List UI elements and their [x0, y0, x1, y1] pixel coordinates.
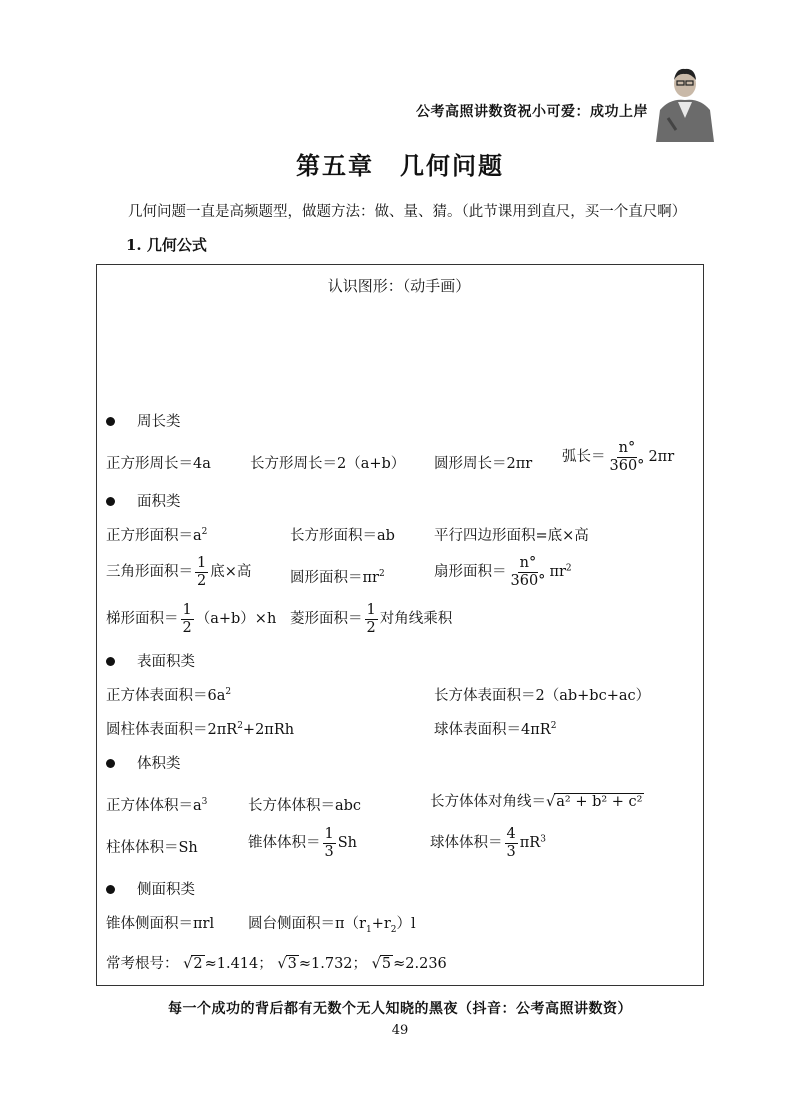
formula-cuboid-surface: 长方体表面积＝2（ab+bc+ac） — [434, 688, 651, 704]
formula-square-perimeter: 正方形周长＝4a — [106, 456, 211, 472]
formula-circle-area: 圆形面积$=\pi r^2$ — [290, 569, 385, 586]
page-number: 49 — [391, 1023, 409, 1038]
formula-sector-area: 扇形面积＝ $\frac{n^\circ}{360^\circ}$ $\pi r^2$ — [434, 555, 572, 589]
category-volume: 体积类 — [106, 752, 181, 773]
section-title: 1. 几何公式 — [126, 236, 207, 254]
bullet-icon — [106, 497, 115, 506]
formula-square-area: 正方形面积$=a^2$ — [106, 527, 208, 544]
formula-rect-perimeter: 长方形周长＝2（a+b） — [250, 456, 406, 472]
sqrt-icon: √ — [183, 956, 193, 972]
intro-paragraph: 几何问题一直是高频题型，做题方法：做、量、猜。（此节课用到直尺，买一个直尺啊） — [128, 204, 687, 220]
header-slogan: 公考高照讲数资祝小可爱：成功上岸 — [416, 104, 648, 120]
formula-circle-perimeter: 圆形周长＝2πr — [434, 456, 533, 472]
formula-sphere-volume: 球体体积＝ $\frac{4}{3}$ $\pi R^3$ — [430, 826, 546, 860]
category-area: 面积类 — [106, 490, 181, 511]
category-perimeter: 周长类 — [106, 410, 181, 431]
formula-triangle-area: 三角形面积＝ $\frac{1}{2}$ 底×高 — [106, 555, 252, 589]
formula-sphere-surface: 球体表面积$=4\pi R^2$ — [434, 721, 557, 738]
footer-slogan: 每一个成功的背后都有无数个无人知晓的黑夜（抖音：公考高照讲数资） — [168, 1001, 632, 1017]
bullet-icon — [106, 759, 115, 768]
bullet-icon — [106, 885, 115, 894]
formula-rhombus-area: 菱形面积＝ $\frac{1}{2}$ 对角线乘积 — [290, 602, 453, 636]
formula-cuboid-volume: 长方体体积＝abc — [248, 798, 362, 814]
formula-prism-volume: 柱体体积＝Sh — [106, 840, 198, 856]
sqrt-icon: √ — [277, 956, 287, 972]
formula-trapezoid-area: 梯形面积＝ $\frac{1}{2}$ （a+b）×h — [106, 602, 277, 636]
author-portrait — [650, 58, 720, 142]
common-roots: 常考根号： √2 ≈1.414； √3 ≈1.732； √5 ≈2.236 — [106, 956, 447, 972]
formula-cone-volume: 锥体体积＝ $\frac{1}{3}$ Sh — [248, 826, 358, 860]
bullet-icon — [106, 417, 115, 426]
sqrt-icon: √ — [371, 956, 381, 972]
box-title: 认识图形：（动手画） — [327, 277, 471, 295]
chapter-title: 第五章 几何问题 — [296, 151, 504, 180]
category-lateral-area: 侧面积类 — [106, 878, 195, 899]
formula-cube-volume: 正方体体积$=a^3$ — [106, 797, 208, 814]
formula-arc-length: 弧长＝ $\frac{n^\circ}{360^\circ}$ 2πr — [562, 440, 675, 474]
formula-cuboid-diagonal: 长方体体对角线＝√a² + b² + c² — [430, 794, 643, 810]
formula-parallelogram-area: 平行四边形面积=底×高 — [434, 528, 589, 544]
formula-cube-surface: 正方体表面积$=6a^2$ — [106, 687, 232, 704]
formula-frustum-lateral: 圆台侧面积$=\pi(r_1+r_2)l$ — [248, 916, 416, 935]
formula-cone-lateral: 锥体侧面积＝πrl — [106, 916, 215, 932]
bullet-icon — [106, 657, 115, 666]
sqrt-icon: √ — [546, 794, 556, 810]
formula-rect-area: 长方形面积＝ab — [290, 528, 395, 544]
formula-cylinder-surface: 圆柱体表面积$=2\pi R^2+2\pi Rh$ — [106, 721, 295, 738]
category-surface-area: 表面积类 — [106, 650, 195, 671]
